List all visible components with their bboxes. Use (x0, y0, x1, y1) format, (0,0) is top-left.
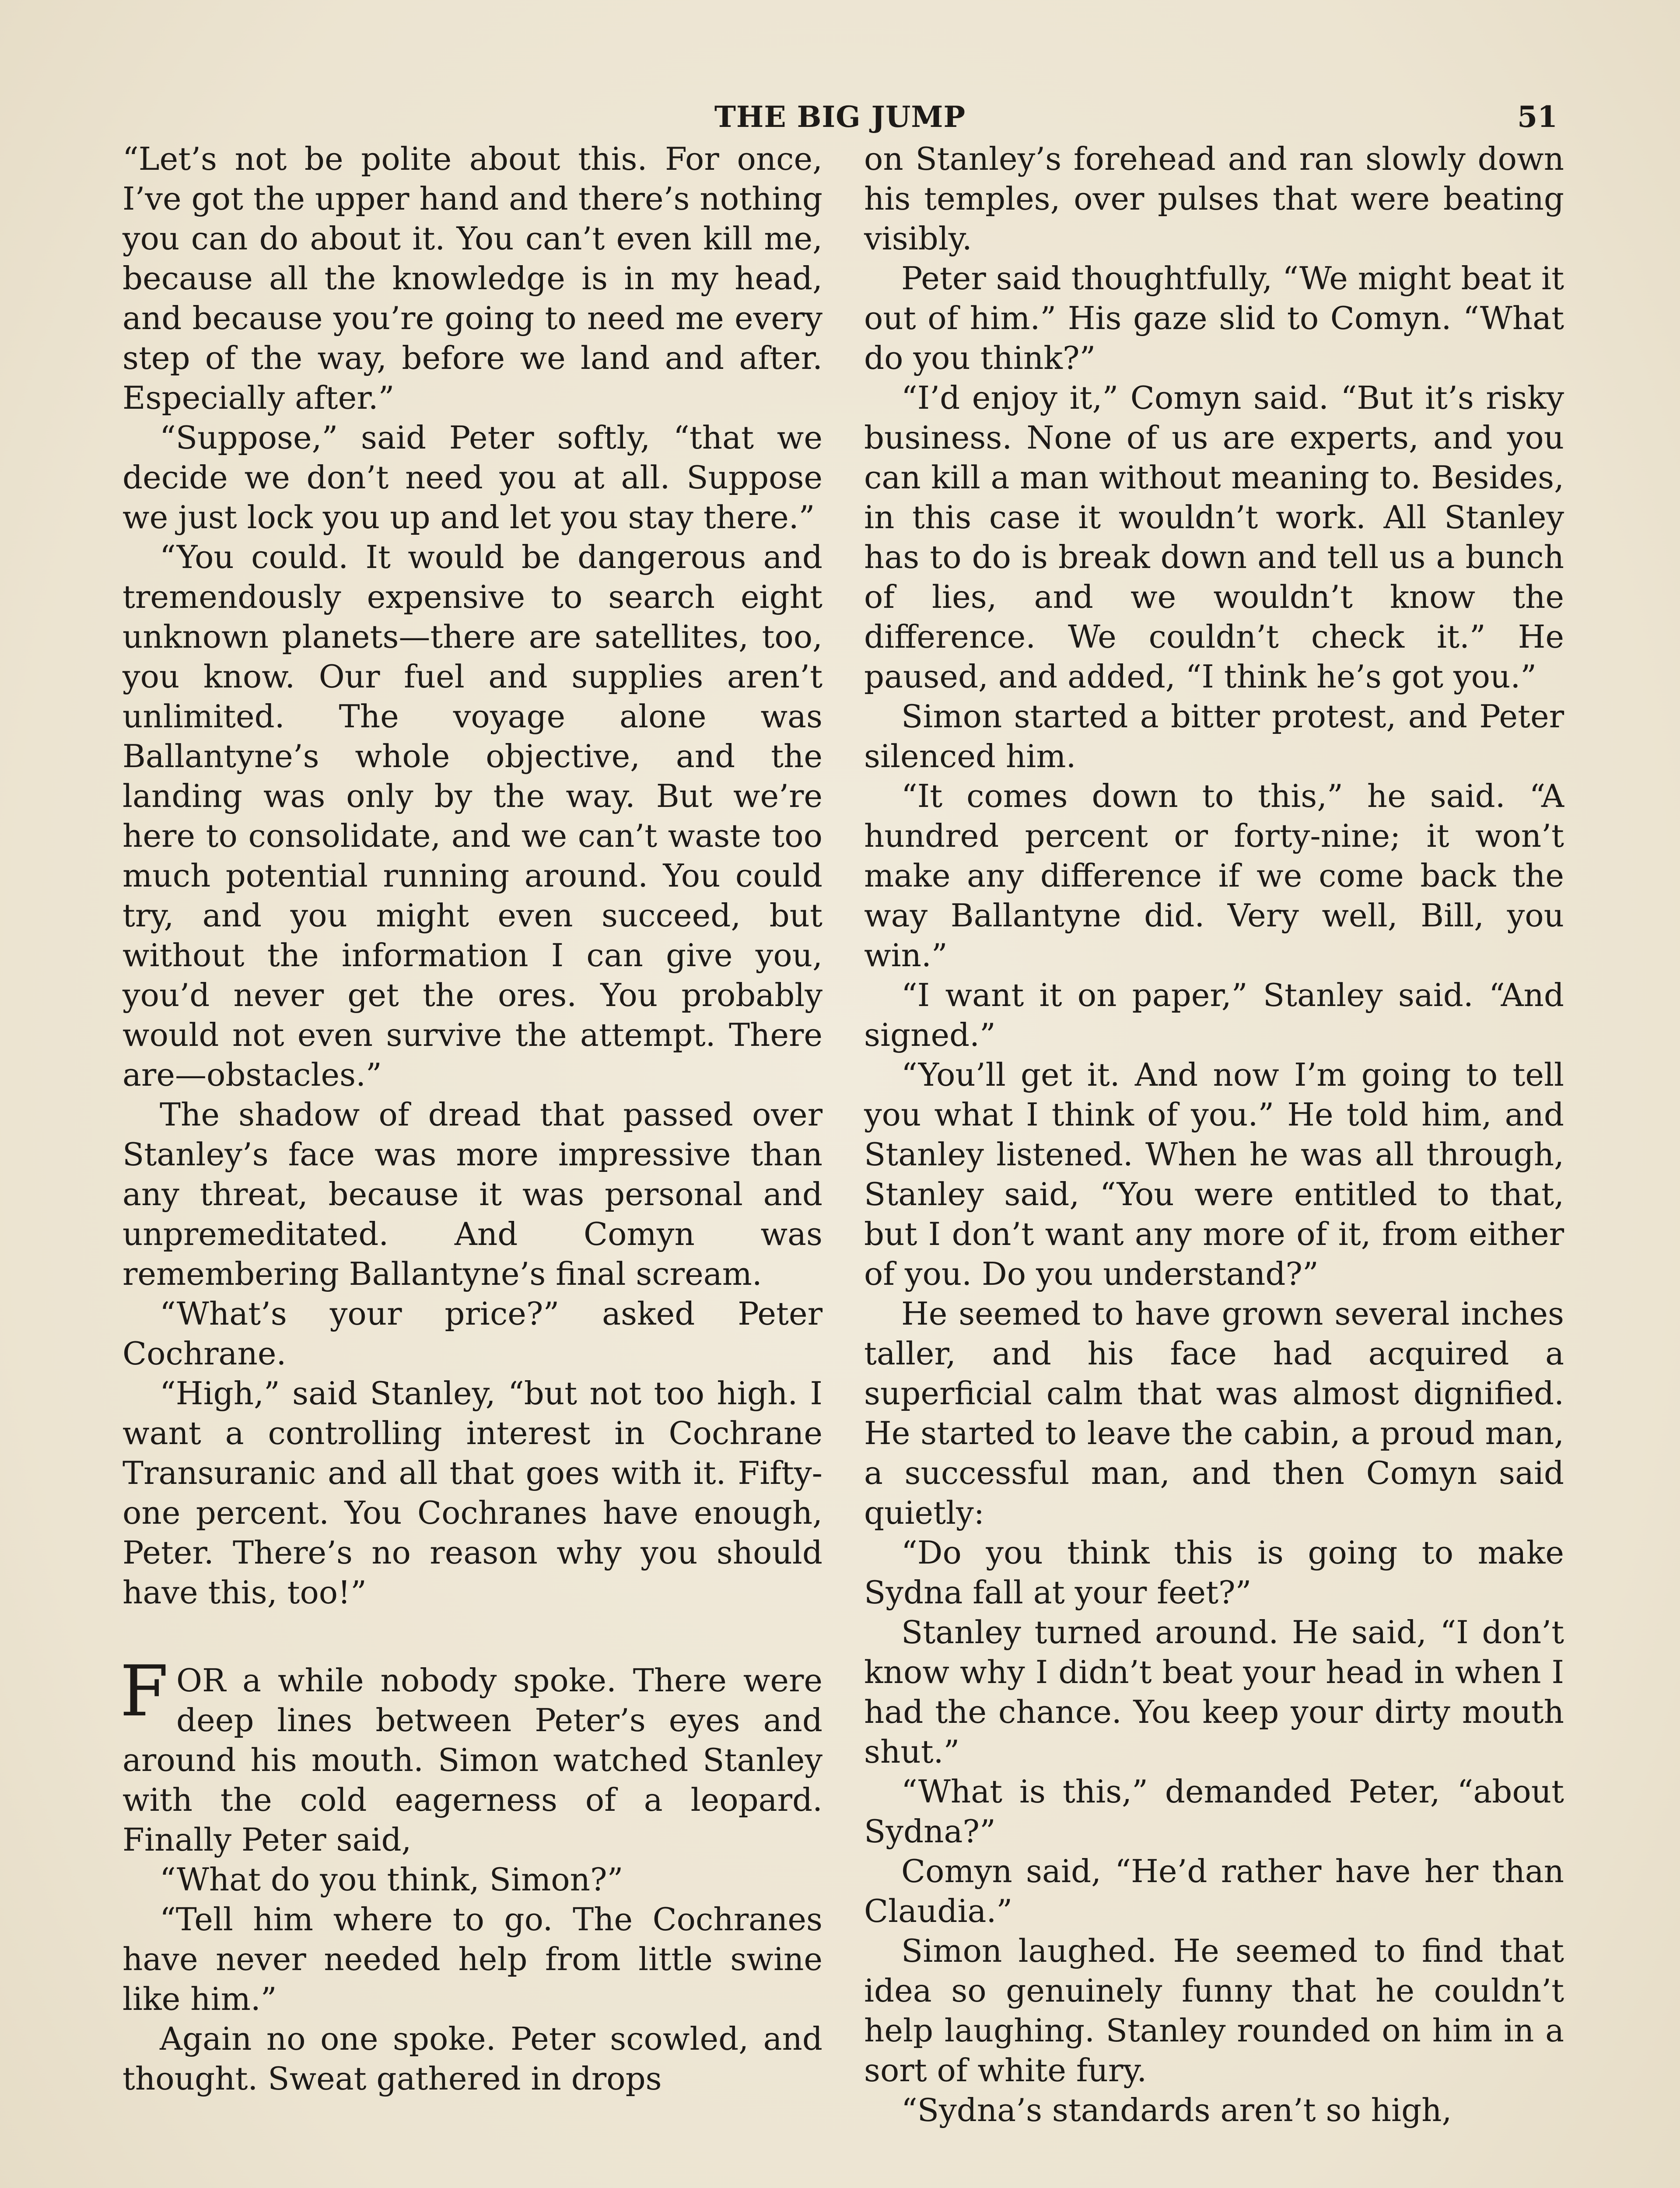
paragraph: on Stanley’s forehead and ran slowly down his temples, over pulses that were beating visibly. (864, 140, 1564, 257)
drop-cap-paragraph-text: OR a while nobody spoke. There were deep lines between Peter’s eyes and around his mouth. Simon watched Stanley with the cold eagerness of a leopard. Finally Peter said, (122, 1662, 822, 1858)
paragraph: “What do you think, Simon?” (160, 1861, 623, 1898)
paragraph: “Do you think this is going to make Sydna fall at your feet?” (864, 1534, 1564, 1611)
paragraph: “It comes down to this,” he said. “A hundred percent or forty-nine; it won’t make any difference if we come back the way Ballantyne did. Very well, Bill, you win.” (864, 778, 1564, 974)
paragraph: “What’s your price?” asked Peter Cochrane. (122, 1295, 822, 1372)
paragraph: “Let’s not be polite about this. For once, I’ve got the upper hand and there’s nothing you can do about it. You can’t even kill me, because all the knowledge is in my head, and because you’re going to need me every step of the way, before we land and after. Especially after.” (122, 140, 822, 416)
paragraph: “You could. It would be dangerous and tremendously expensive to search eight unknown planets—there are satellites, too, you know. Our fuel and supplies aren’t unlimited. The voyage alone was Ballantyne’s whole objective, and the landing was only by the way. But we’re here to consolidate, and we can’t waste too much potential running around. You could try, and you might even succeed, but without the information I can give you, you’d never get the ores. You probably would not even survive the attempt. There are—obstacles.” (122, 539, 822, 1093)
left-column (122, 139, 822, 2099)
paragraph: “What is this,” demanded Peter, “about Sydna?” (864, 1773, 1564, 1850)
drop-cap-paragraph (120, 1650, 822, 1860)
drop-cap-letter: F (120, 1650, 169, 1732)
page-number: 51 (1517, 100, 1558, 134)
paragraph: “Sydna’s standards aren’t so high, (901, 2092, 1452, 2128)
paragraph: Peter said thoughtfully, “We might beat it out of him.” His gaze slid to Comyn. “What do you think?” (864, 260, 1564, 376)
paragraph: “You’ll get it. And now I’m going to tell you what I think of you.” He told him, and Stanley listened. When he was all through, Stanley said, “You were entitled to that, but I don’t want any more of it, from either of you. Do you understand?” (864, 1056, 1564, 1292)
paragraph: Simon laughed. He seemed to find that idea so genuinely funny that he couldn’t help laughing. Stanley rounded on him in a sort of white fury. (864, 1932, 1564, 2089)
running-title: THE BIG JUMP (714, 100, 966, 134)
paragraph: He seemed to have grown several inches taller, and his face had acquired a superficial calm that was almost dignified. He started to leave the cabin, a proud man, a successful man, and then Comyn said quietly: (864, 1295, 1564, 1531)
paragraph: “High,” said Stanley, “but not too high. I want a controlling interest in Cochrane Transuranic and all that goes with it. Fifty-one percent. You Cochranes have enough, Peter. There’s no reason why you should have this, too!” (122, 1375, 822, 1611)
paragraph: “Tell him where to go. The Cochranes have never needed help from little swine like him.” (122, 1901, 822, 2017)
paragraph: Comyn said, “He’d rather have her than Claudia.” (864, 1853, 1564, 1929)
paragraph: “Suppose,” said Peter softly, “that we decide we don’t need you at all. Suppose we just lock you up and let you stay there.” (122, 419, 822, 536)
page-header (122, 100, 1558, 135)
paragraph: “I’d enjoy it,” Comyn said. “But it’s risky business. None of us are experts, and you can kill a man without meaning to. Besides, in this case it wouldn’t work. All Stanley has to do is break down and tell us a bunch of lies, and we wouldn’t know the difference. We couldn’t check it.” He paused, and added, “I think he’s got you.” (864, 379, 1564, 695)
paragraph: Simon started a bitter protest, and Peter silenced him. (864, 698, 1564, 775)
right-column (864, 139, 1564, 2130)
paragraph: The shadow of dread that passed over Stanley’s face was more impressive than any threat, because it was personal and unpremeditated. And Comyn was remembering Ballantyne’s final scream. (122, 1096, 822, 1292)
paragraph: “I want it on paper,” Stanley said. “And signed.” (864, 977, 1564, 1053)
paragraph: Again no one spoke. Peter scowled, and thought. Sweat gathered in drops (122, 2020, 822, 2097)
paragraph: Stanley turned around. He said, “I don’t know why I didn’t beat your head in when I had the chance. You keep your dirty mouth shut.” (864, 1614, 1564, 1770)
